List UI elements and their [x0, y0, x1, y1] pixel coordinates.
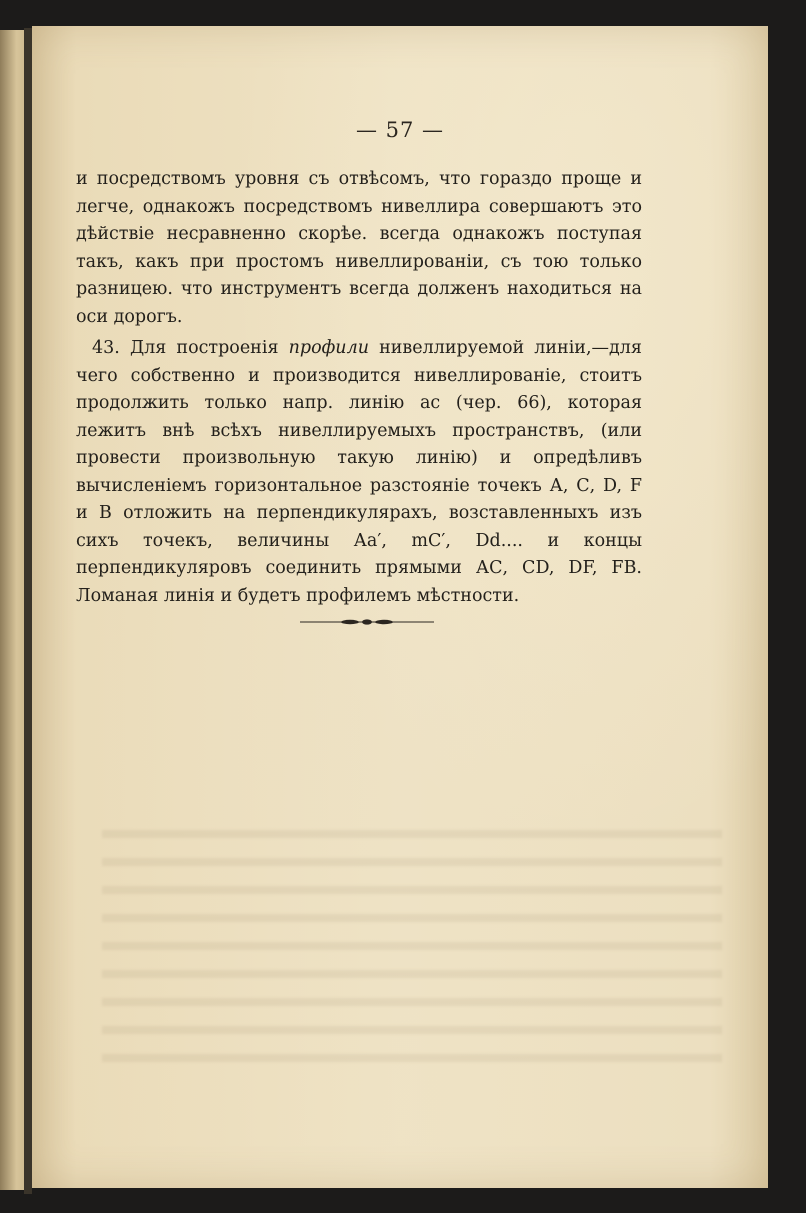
section-number: 43.: [92, 338, 120, 358]
bleed-through-text: [102, 816, 722, 1076]
page-body: [76, 166, 642, 610]
italic-term: профили: [288, 338, 369, 358]
page-number: — 57 —: [355, 118, 445, 142]
book-page: [32, 26, 768, 1188]
paragraph-lead: Для построенія: [129, 338, 279, 358]
divider-ornament-icon: [300, 616, 434, 628]
paragraph-rest: нивеллируемой линіи,—для чего собственно и производится нивеллированіе, стоитъ продолжить только напр. линію ас (чер. 66), которая лежитъ внѣ всѣхъ нивеллируемыхъ пространствъ, (или провести произвольную такую линію) и опредѣливъ вычисленіемъ горизонтальное разстояніе точекъ А, С, D, F и В отложить на перпендикулярахъ, возставленныхъ изъ сихъ точекъ, величины Аа′, mC′, Dd.... и концы перпендикуляровъ соединить прямыми АС, CD, DF, FB. Ломаная линія и будетъ профилемъ мѣстности.: [76, 338, 642, 606]
paragraph-43: [76, 335, 642, 610]
paragraph-continued: и посредствомъ уровня съ отвѣсомъ, что гораздо проще и легче, однакожъ посредствомъ нивеллира совершаютъ это дѣйствіе несравненно скорѣе. всегда однакожъ поступая такъ, какъ при простомъ нивеллированіи, съ тою только разницею. что инструментъ всегда долженъ находиться на оси дорогъ.: [76, 169, 642, 327]
book-gutter: [24, 28, 32, 1194]
